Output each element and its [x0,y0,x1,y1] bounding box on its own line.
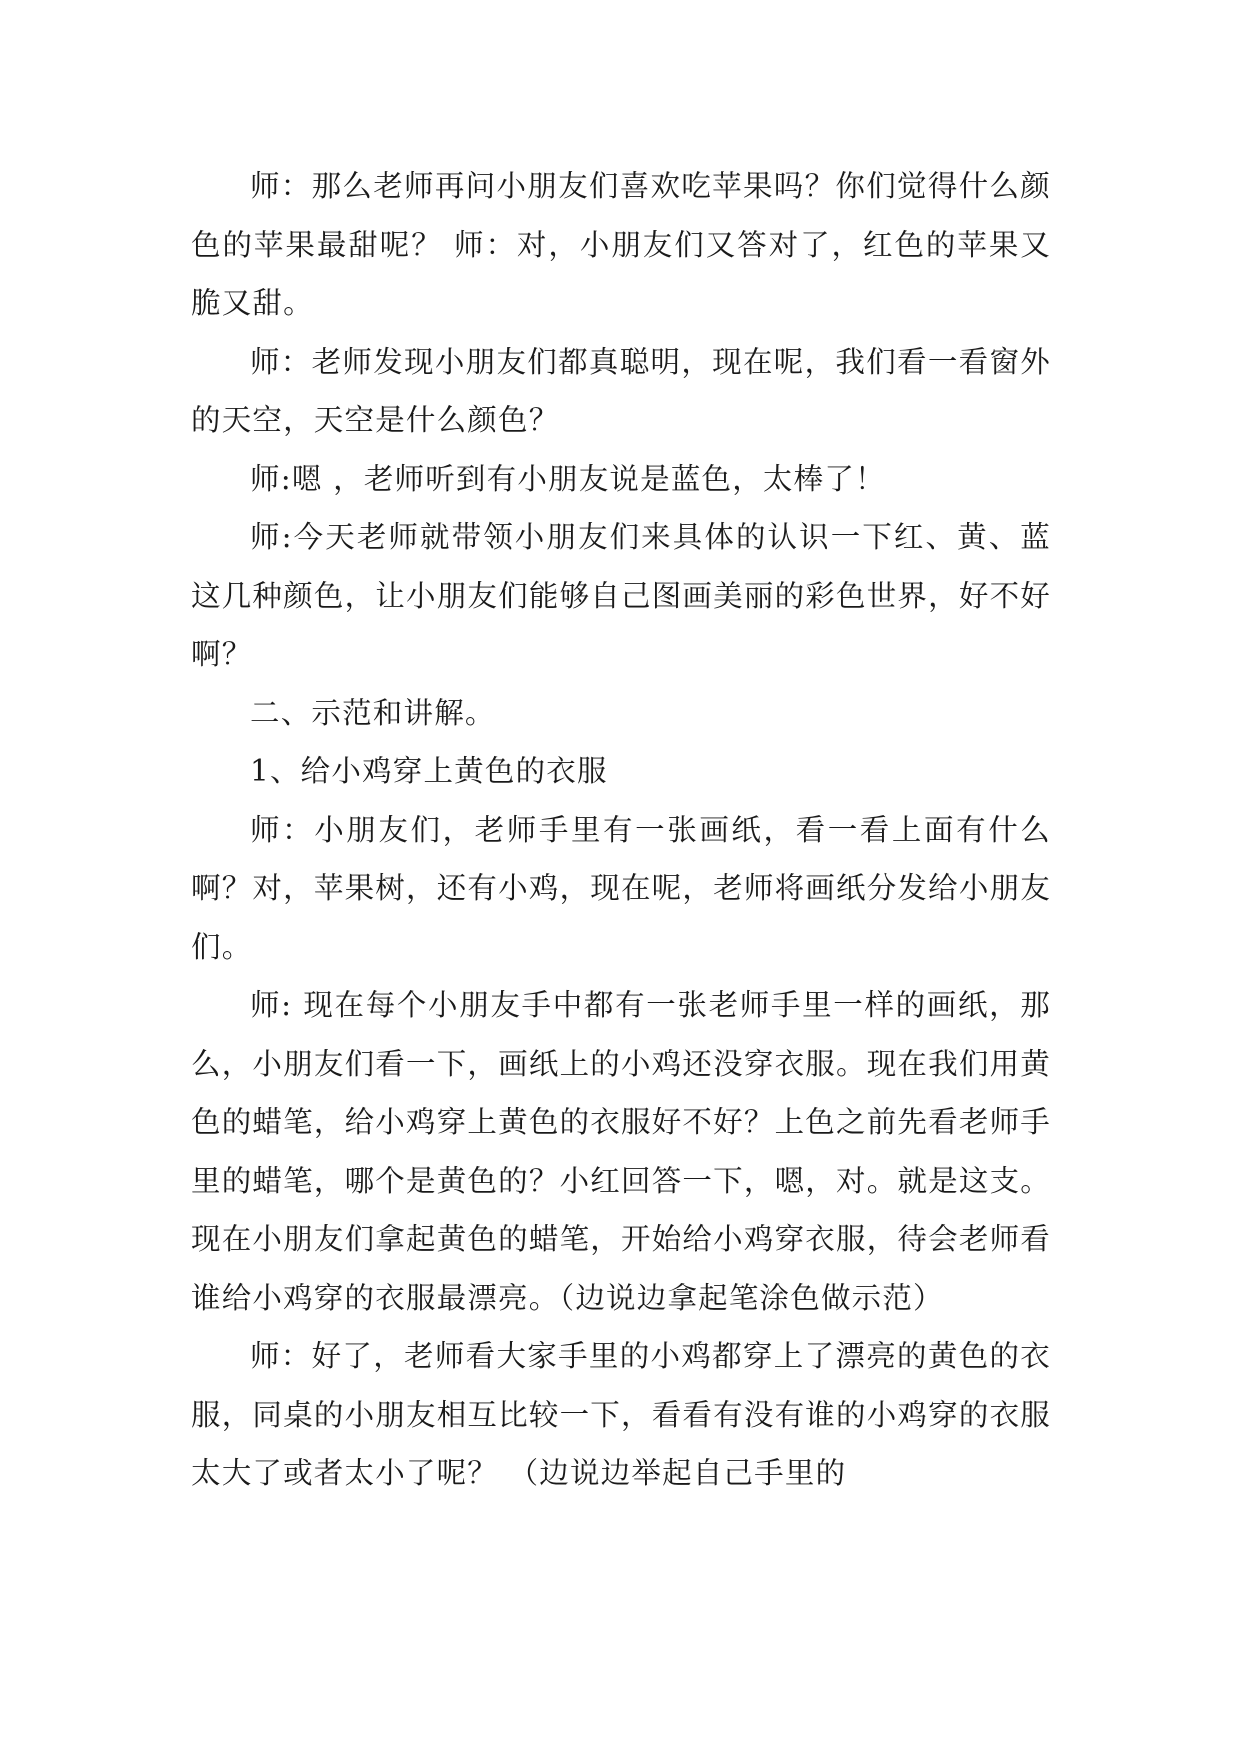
paragraph-9: 师：好了，老师看大家手里的小鸡都穿上了漂亮的黄色的衣服，同桌的小朋友相互比较一下，看看有没有谁的小鸡穿的衣服太大了或者太小了呢？ （边说边举起自己手里的 [191,1339,1051,1490]
paragraph-8: 师: 现在每个小朋友手中都有一张老师手里一样的画纸，那么，小朋友们看一下，画纸上的小鸡还没穿衣服。现在我们用黄色的蜡笔，给小鸡穿上黄色的衣服好不好？上色之前先看老师手里的蜡笔，哪个是黄色的？小红回答一下，嗯，对。就是这支。现在小朋友们拿起黄色的蜡笔，开始给小鸡穿衣服，待会老师看谁给小鸡穿的衣服最漂亮。（边说边拿起笔涂色做示范） [191,988,1051,1315]
paragraph-4: 师:今天老师就带领小朋友们来具体的认识一下红、黄、蓝这几种颜色，让小朋友们能够自己图画美丽的彩色世界，好不好啊？ [191,520,1051,671]
paragraph-7: 师：小朋友们，老师手里有一张画纸，看一看上面有什么啊？对，苹果树，还有小鸡，现在呢，老师将画纸分发给小朋友们。 [191,812,1051,964]
paragraph-2: 师：老师发现小朋友们都真聪明，现在呢，我们看一看窗外的天空，天空是什么颜色？ [191,344,1051,437]
paragraph-3: 师:嗯 ，老师听到有小朋友说是蓝色，太棒了！ [250,461,886,496]
document-body [191,157,1051,1503]
paragraph-1: 师：那么老师再问小朋友们喜欢吃苹果吗？你们觉得什么颜色的苹果最甜呢？ 师：对，小朋友们又答对了，红色的苹果又脆又甜。 [191,169,1051,320]
section-heading-demo: 二、示范和讲解。 [250,695,496,730]
subsection-heading-yellow-chick: 1、给小鸡穿上黄色的衣服 [250,754,608,788]
